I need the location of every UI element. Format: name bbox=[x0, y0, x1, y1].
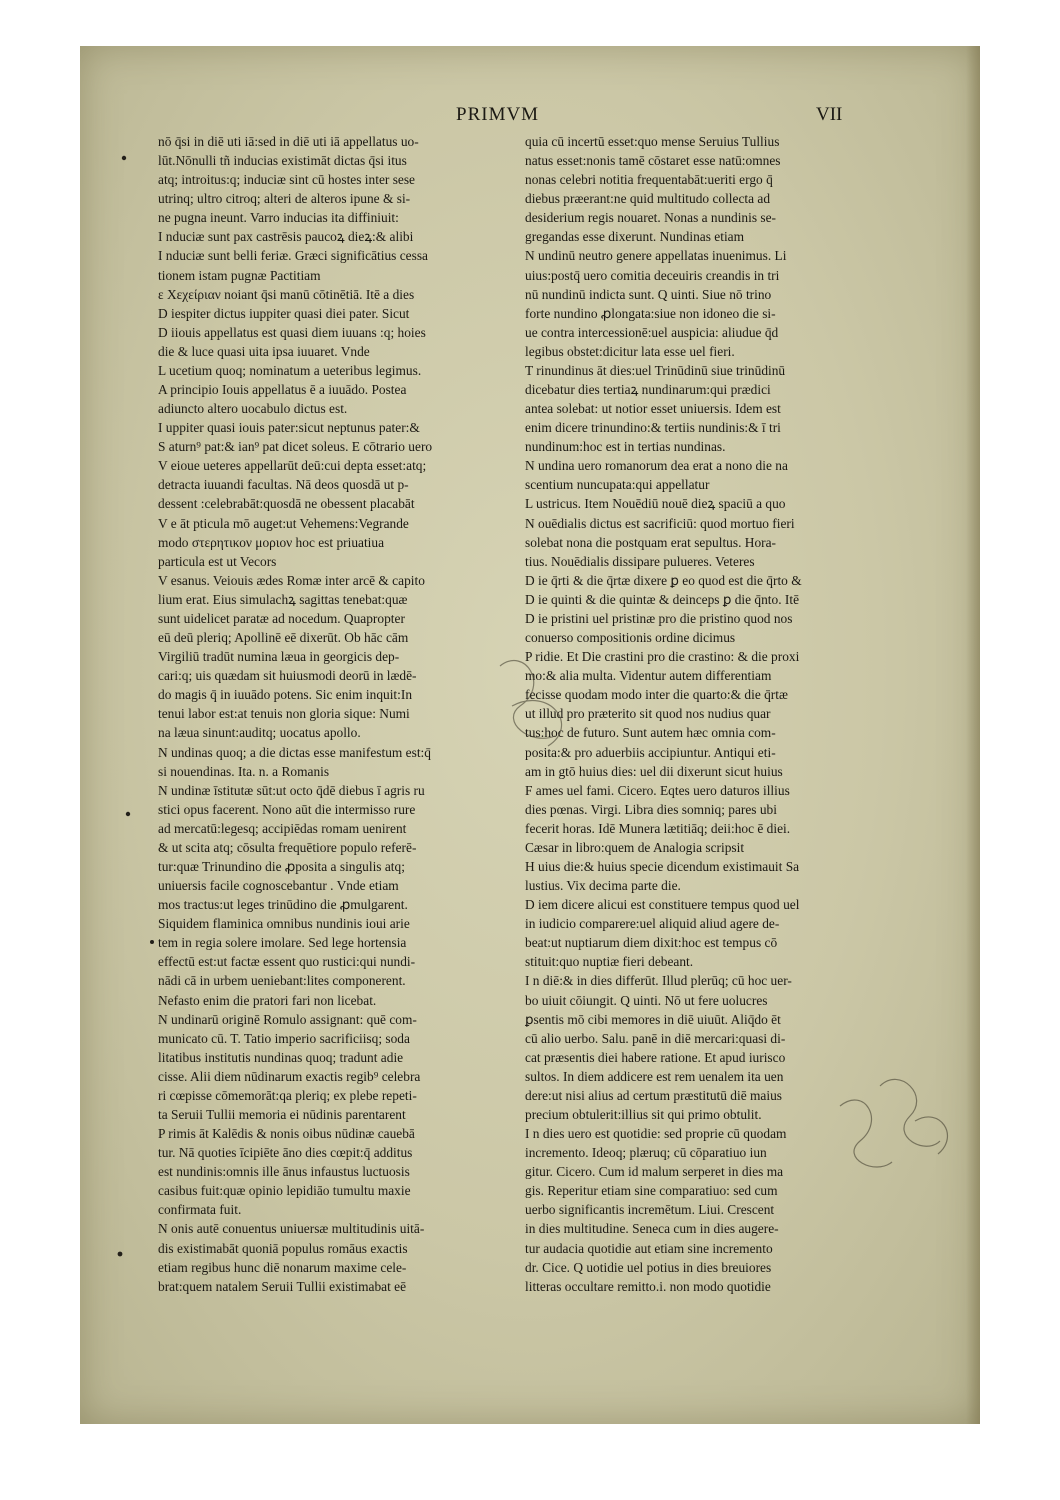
text-line: stici opus facerent. Nono aūt die intermisso rure bbox=[158, 801, 416, 817]
text-line: S aturn⁹ pat:& ian⁹ pat dicet soleus. E cōtrario uero bbox=[158, 439, 433, 455]
text-line: & ut scita atq; cōsulta frequētiore populo referē- bbox=[158, 839, 417, 855]
text-line: cari:q; uis quædam sit huiusmodi deorū in lædē- bbox=[158, 668, 417, 684]
text-line: N ouēdialis dictus est sacrificiū: quod mortuo fieri bbox=[525, 515, 795, 531]
margin-flourish-3 bbox=[880, 1079, 940, 1146]
text-line: dere:ut nisi alius ad certum præstitutū diē maius bbox=[525, 1087, 782, 1103]
text-line: sunt uidelicet paratæ ad nocedum. Quapropter bbox=[158, 610, 405, 626]
text-line: N undinū neutro genere appellatas inuenimus. Li bbox=[525, 248, 787, 264]
text-line: nādi cā in urbem ueniebant:lites componerent. bbox=[158, 973, 406, 989]
text-line: desiderium regis nouaret. Nonas a nundinis se- bbox=[525, 210, 777, 226]
text-line: tem in regia solere imolare. Sed lege hortensia bbox=[158, 935, 407, 951]
text-line: forte nundino ꝓlongata:siue non idoneo die si- bbox=[525, 305, 776, 321]
text-line: nundinum:hoc est in tertias nundinas. bbox=[525, 439, 726, 455]
text-line: municato cū. T. Tatio imperio sacrificiisq; soda bbox=[158, 1030, 410, 1046]
text-line: L ustricus. Item Nouēdiū nouē dieꝝ spaciū a quo bbox=[525, 496, 786, 512]
text-line: tus:hoc de futuro. Sunt autem hæc omnia com- bbox=[525, 725, 776, 741]
text-line: scentium nuncupata:qui appellatur bbox=[525, 477, 710, 493]
text-line: fecerit horas. Idē Munera lætitiāq; deii:hoc ē diei. bbox=[525, 820, 791, 836]
text-line: enim dicere trinundino:& tertiis nundinis:& ī tri bbox=[525, 420, 781, 436]
text-line: lium erat. Eius simulachꝝ sagittas tenebat:quæ bbox=[158, 591, 408, 607]
running-head: PRIMVM bbox=[456, 104, 540, 125]
text-line: I nduciæ sunt pax castrēsis paucoꝝ dieꝝ:& alibi bbox=[158, 229, 414, 245]
text-line: incremento. Ideoq; plæruq; cū cōparatiuo iun bbox=[525, 1145, 767, 1161]
text-line: litteras occultare remitto.i. non modo quotidie bbox=[525, 1278, 771, 1294]
text-line: V esanus. Veiouis ædes Romæ inter arcē & capito bbox=[158, 572, 425, 588]
text-line: gis. Reperitur etiam sine comparatiuo: sed cum bbox=[525, 1183, 778, 1199]
text-line: tenui labor est:at tenuis non gloria sique: Numi bbox=[158, 706, 410, 722]
text-line: V e āt pticula mō auget:ut Vehemens:Vegrande bbox=[158, 515, 409, 531]
text-line: diebus præerant:ne quid multitudo collecta ad bbox=[525, 191, 771, 207]
text-line: lustius. Vix decima parte die. bbox=[525, 878, 681, 894]
left-text-column bbox=[158, 132, 498, 1296]
text-line: casibus fuit:quæ opinio lepidiāo tumultu maxie bbox=[158, 1183, 411, 1199]
text-line: tionem istam pugnæ Pactitiam bbox=[158, 267, 321, 283]
text-line: nō q̄si in diē uti iā:sed in diē uti iā appellatus uo- bbox=[158, 134, 419, 149]
text-line: L ucetium quoq; nominatum a ueteribus legimus. bbox=[158, 362, 422, 378]
text-line: in iudicio comparere:uel aliquid aliud agere de- bbox=[525, 916, 780, 932]
text-line: brat:quem natalem Seruii Tullii existimabat eē bbox=[158, 1278, 407, 1294]
margin-dot bbox=[122, 156, 126, 160]
text-line: uniuersis facile cognoscebantur . Vnde etiam bbox=[158, 878, 399, 894]
text-line: sultos. In diem addicere est rem uenalem ita uen bbox=[525, 1068, 784, 1084]
text-line: I n diē:& in dies differūt. Illud plerūq; cū hoc uer- bbox=[525, 973, 792, 989]
text-line: stituit:quo nuptiæ fieri debeant. bbox=[525, 954, 694, 970]
text-line: uius:postq̄ uero comitia deceuiris creandis in tri bbox=[525, 267, 780, 283]
text-line: est nundinis:omnis ille ānus infaustus luctuosis bbox=[158, 1164, 410, 1180]
text-line: cat præsentis diei habere ratione. Et apud iurisco bbox=[525, 1049, 786, 1065]
text-line: cisse. Alii diem nūdinarum exactis regib⁹ celebra bbox=[158, 1068, 421, 1084]
text-line: dessent :celebrabāt:quosdā ne obessent placabāt bbox=[158, 496, 415, 512]
margin-dot bbox=[150, 940, 154, 944]
text-line: Virgiliū tradūt numina læua in georgicis dep- bbox=[158, 649, 400, 665]
text-line: particula est ut Vecors bbox=[158, 553, 277, 569]
text-line: N undinæ īstitutæ sūt:ut octo q̄dē diebus ī agris ru bbox=[158, 782, 425, 798]
text-line: F ames uel fami. Cicero. Eqtes uero daturos illius bbox=[525, 782, 790, 798]
text-line: A principio Iouis appellatus ē a iuuādo. Postea bbox=[158, 382, 407, 398]
page-header bbox=[80, 104, 980, 134]
text-line: tur audacia quotidie aut etiam sine incremento bbox=[525, 1240, 773, 1256]
margin-dot bbox=[126, 812, 130, 816]
text-line: modo στερητικον μοριον hoc est priuatiua bbox=[158, 534, 385, 550]
text-line: Siquidem flaminica omnibus nundinis ioui arie bbox=[158, 916, 410, 932]
scanned-page bbox=[80, 46, 980, 1424]
text-line: gitur. Cicero. Cum id malum serperet in dies ma bbox=[525, 1164, 784, 1180]
text-line: tius. Nouēdialis dissipare pulueres. Veteres bbox=[525, 553, 755, 569]
text-line: litatibus institutis nundinas quoq; tradunt adie bbox=[158, 1049, 404, 1065]
text-line: dis existimabāt quoniā populus romāus exactis bbox=[158, 1240, 408, 1256]
text-line: ε Χεχείριαν noiant q̄si manū cōtinētiā. Itē a dies bbox=[158, 286, 415, 302]
text-line: N undinarū originē Romulo assignant: quē com- bbox=[158, 1011, 417, 1027]
text-line: solebat nona die postquam erat sepultus. Hora- bbox=[525, 534, 777, 550]
text-line: antea solebat: ut notior esset uniuersis. Idem est bbox=[525, 401, 781, 417]
text-line: uerbo significantis incremētum. Liui. Crescent bbox=[525, 1202, 775, 1218]
margin-dot bbox=[118, 1252, 123, 1257]
text-line: V eioue ueteres appellarūt deū:cui depta esset:atq; bbox=[158, 458, 427, 474]
text-line: nonas celebri notitia frequentabāt:ueriti ergo q̄ bbox=[525, 172, 773, 188]
text-line: Nefasto enim die pratori fari non licebat. bbox=[158, 992, 377, 1008]
text-line: confirmata fuit. bbox=[158, 1202, 242, 1218]
text-line: ut illud pro præterito sit quod nos nudius quar bbox=[525, 706, 771, 722]
margin-flourish-5 bbox=[915, 1117, 947, 1154]
page-edge-shadow bbox=[966, 46, 980, 1424]
right-text-column bbox=[525, 132, 885, 1296]
text-line: effectū est:ut factæ essent quo rustici:qui nundi- bbox=[158, 954, 416, 970]
text-line: dies pœnas. Virgi. Libra dies somniq; pares ubi bbox=[525, 801, 777, 817]
text-line: fecisse quodam modo inter die quarto:& die q̄rtæ bbox=[525, 687, 788, 703]
text-line: N onis autē conuentus uniuersæ multitudinis uitā- bbox=[158, 1221, 425, 1237]
text-line: detracta iuuandi facultas. Nā deos quosdā ut p- bbox=[158, 477, 409, 493]
text-line: natus esset:nonis tamē cōstaret esse natū:omnes bbox=[525, 153, 781, 169]
folio-number: VII bbox=[816, 104, 843, 125]
text-line: P ridie. Et Die crastini pro die crastino: & die proxi bbox=[525, 649, 800, 665]
text-line: N undina uero romanorum dea erat a nono die na bbox=[525, 458, 788, 474]
text-line: do magis q̄ in iuuādo potens. Sic enim inquit:In bbox=[158, 687, 413, 703]
text-line: bo uiuit cōiungit. Q uinti. Nō ut fere uolucres bbox=[525, 992, 768, 1008]
text-line: adiuncto altero uocabulo dictus est. bbox=[158, 401, 348, 417]
text-line: atq; introitus:q; induciæ sint cū hostes inter sese bbox=[158, 172, 415, 188]
text-line: N undinas quoq; a die dictas esse manifestum est:q̄ bbox=[158, 744, 431, 760]
text-line: die & luce quasi uita ipsa iuuaret. Vnde bbox=[158, 343, 370, 359]
text-line: utrinq; ultro citroq; alteri de alteros ipune & si- bbox=[158, 191, 411, 207]
text-line: in dies multitudine. Seneca cum in dies augere- bbox=[525, 1221, 779, 1237]
text-line: gregandas esse dixerunt. Nundinas etiam bbox=[525, 229, 745, 245]
text-line: P rimis āt Kalēdis & nonis oibus nūdinæ cauebā bbox=[158, 1126, 415, 1142]
text-line: D ie quinti & die quintæ & deinceps ꝑ die q̄nto. Itē bbox=[525, 591, 800, 607]
text-line: ne pugna ineunt. Varro inducias ita diffiniuit: bbox=[158, 210, 399, 226]
text-line: Cæsar in libro:quem de Analogia scripsit bbox=[525, 839, 745, 855]
text-line: D iem dicere alicui est constituere tempus quod uel bbox=[525, 897, 800, 913]
text-line: mos tractus:ut leges trinūdino die ꝓmulgarent. bbox=[158, 897, 408, 913]
text-line: ue contra intercessionē:uel auspicia: aliudue q̄d bbox=[525, 324, 779, 340]
text-line: conuerso compositionis ordine dicimus bbox=[525, 630, 736, 646]
text-line: quia cū incertū esset:quo mense Seruius Tullius bbox=[525, 134, 780, 149]
text-line: posita:& pro aduerbiis accipiuntur. Antiqui eti- bbox=[525, 744, 776, 760]
text-line: ꝑsentis mō cibi memores in diē uiuūt. Aliq̄do ēt bbox=[525, 1011, 781, 1027]
text-line: na læua sinunt:auditq; uocatus apollo. bbox=[158, 725, 361, 741]
text-line: mo:& alia multa. Videntur autem differentiam bbox=[525, 668, 772, 684]
text-line: lūt.Nōnulli tñ inducias existimāt dictas q̄si itus bbox=[158, 153, 407, 169]
text-line: cū alio uerbo. Salu. panē in diē mercari:quasi di- bbox=[525, 1030, 786, 1046]
text-line: D ie q̄rti & die q̄rtæ dixere ꝑ eo quod est die q̄rto & bbox=[525, 572, 802, 588]
text-line: si nouendinas. Ita. n. a Romanis bbox=[158, 763, 330, 779]
text-line: I n dies uero est quotidie: sed proprie cū quodam bbox=[525, 1126, 787, 1142]
text-line: D iiouis appellatus est quasi diem iuuans :q; hoies bbox=[158, 324, 426, 340]
text-line: I uppiter quasi iouis pater:sicut neptunus pater:& bbox=[158, 420, 420, 436]
text-line: ta Seruii Tullii memoria ei nūdinis parentarent bbox=[158, 1106, 406, 1122]
text-line: am in gtō huius dies: uel dii dixerunt sicut huius bbox=[525, 763, 783, 779]
text-line: beat:ut nuptiarum diem dixit:hoc est tempus cō bbox=[525, 935, 778, 951]
text-line: dr. Cice. Q uotidie uel potius in dies breuiores bbox=[525, 1259, 772, 1275]
text-line: T rinundinus āt dies:uel Trinūdinū siue trinūdinū bbox=[525, 362, 786, 378]
text-line: H uius die:& huius specie dicendum existimauit Sa bbox=[525, 858, 800, 874]
text-line: nū nundinū indicta sunt. Q uinti. Siue nō trino bbox=[525, 286, 772, 302]
text-line: tur. Nā quoties īcipiēte āno dies cœpit:q̄ additus bbox=[158, 1145, 413, 1161]
text-line: D ie pristini uel pristinæ pro die pristino quod nos bbox=[525, 610, 793, 626]
text-line: eū deū pleriq; Apollinē eē dixerūt. Ob hāc cām bbox=[158, 630, 409, 646]
text-line: legibus obstet:dicitur lata esse uel fieri. bbox=[525, 343, 735, 359]
text-line: I nduciæ sunt belli feriæ. Græci significātius cessa bbox=[158, 248, 428, 264]
text-line: etiam regibus hunc diē nonarum maxime cele- bbox=[158, 1259, 407, 1275]
text-line: ad mercatū:legesq; accipiēdas romam uenirent bbox=[158, 820, 407, 836]
text-line: ri cœpisse cōmemorāt:qa pleriq; ex plebe repeti- bbox=[158, 1087, 417, 1103]
text-line: tur:quæ Trinundino die ꝓposita a singulis atq; bbox=[158, 858, 405, 874]
text-line: dicebatur dies tertiaꝝ nundinarum:qui prædici bbox=[525, 382, 771, 398]
text-line: precium obtulerit:illius sit qui primo obtulit. bbox=[525, 1106, 762, 1122]
text-line: D iespiter dictus iuppiter quasi diei pater. Sicut bbox=[158, 305, 410, 321]
